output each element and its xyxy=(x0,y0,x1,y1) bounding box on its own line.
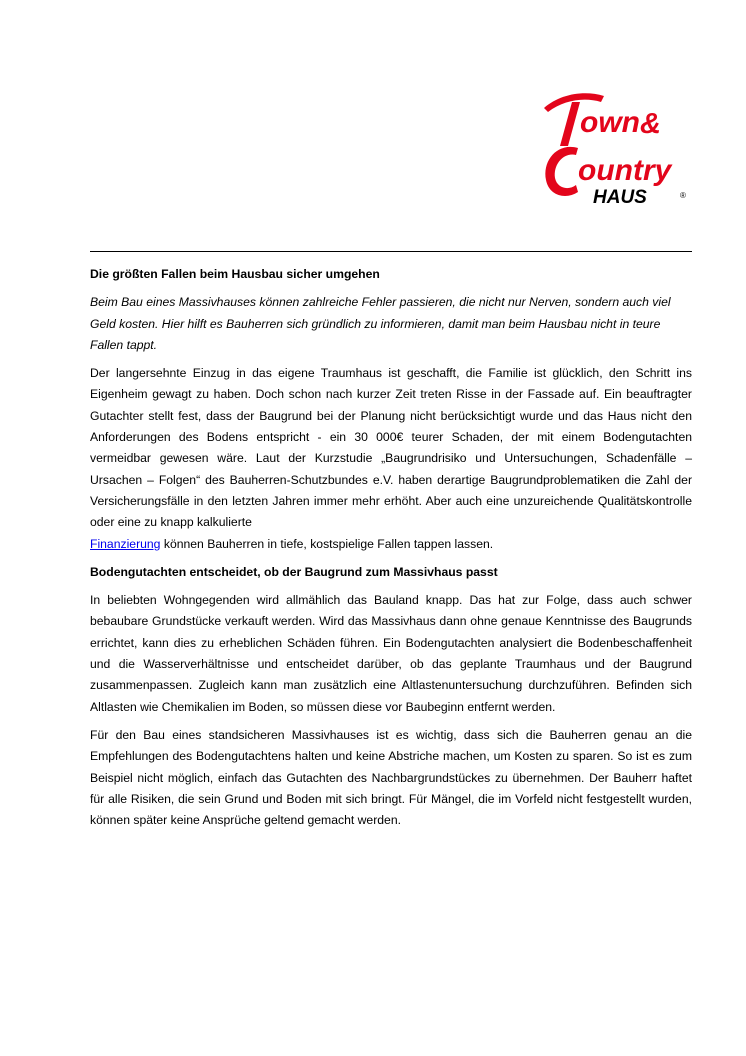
section-heading: Bodengutachten entscheidet, ob der Baugrund zum Massivhaus passt xyxy=(90,564,498,579)
logo-word-own: own xyxy=(580,106,640,139)
article-body xyxy=(90,264,692,838)
article-title: Die größten Fallen beim Hausbau sicher umgehen xyxy=(90,267,380,281)
logo-registered-mark: ® xyxy=(680,191,686,200)
logo-c-shape xyxy=(545,147,578,196)
article-lead: Beim Bau eines Massivhauses können zahlreiche Fehler passieren, die nicht nur Nerven, sondern auch viel Geld kosten. Hier hilft es Bauherren sich gründlich zu informieren, damit man beim Hausbau nicht in teure Fallen tappt. xyxy=(90,295,671,352)
logo-ampersand: & xyxy=(640,108,661,140)
paragraph-1-text: Der langersehnte Einzug in das eigene Traumhaus ist geschafft, die Familie ist glücklich, den Schritt ins Eigenheim gewagt zu haben. Doch schon nach kurzer Zeit treten Risse in der Fassade auf. Ein beauftragter Gutachter stellt fest, dass der Baugrund bei der Planung nicht berücksichtigt wurde und das Haus nicht den Anforderungen des Bodens entspricht - ein 30 000€ teurer Schaden, der mit einem Bodengutachten vermeidbar gewesen wäre. Laut der Kurzstudie „Baugrundrisiko und Untersuchungen, Schadenfälle – Ursachen – Folgen“ des Bauherren-Schutzbundes e.V. haben derartige Baugrundproblematiken die Zahl der Versicherungsfälle in den letzten Jahren immer mehr erhöht. Aber auch eine unzureichende Qualitätskontrolle oder eine zu knapp kalkulierte xyxy=(90,366,692,530)
paragraph-3: Für den Bau eines standsicheren Massivhauses ist es wichtig, dass sich die Bauherren genau an die Empfehlungen des Bodengutachtens halten und keine Abstriche machen, um Kosten zu sparen. So ist es zum Beispiel nicht möglich, einfach das Gutachten des Nachbargrundstückes zu übernehmen. Der Bauherr haftet für alle Risiken, die sein Grund und Boden mit sich bringt. Für Mängel, die im Vorfeld nicht festgestellt wurden, können später keine Ansprüche geltend gemacht werden. xyxy=(90,727,692,828)
paragraph-1-end: können Bauherren in tiefe, kostspielige Fallen tappen lassen. xyxy=(160,536,494,551)
town-and-country-haus-logo xyxy=(538,88,698,210)
header-divider xyxy=(90,251,692,252)
paragraph-1 xyxy=(90,363,692,555)
financing-link[interactable]: Finanzierung xyxy=(90,536,161,551)
logo-t-stem xyxy=(560,102,580,146)
paragraph-2: In beliebten Wohngegenden wird allmählich das Bauland knapp. Das hat zur Folge, dass auch schwer bebaubare Grundstücke verkauft werden. Wird das Massivhaus dann ohne genaue Kenntnisse des Baugrunds errichtet, kann dies zu erheblichen Schäden führen. Ein Bodengutachten analysiert die Bodenbeschaffenheit und die Wasserverhältnisse und entscheidet darüber, ob das geplante Traumhaus und der Baugrund zusammenpassen. Zugleich kann man zusätzlich eine Altlastenuntersuchung durchzuführen. Befinden sich Altlasten wie Chemikalien im Boden, so müssen diese vor Baubeginn entfernt werden. xyxy=(90,593,692,714)
logo-word-haus: HAUS xyxy=(593,187,647,208)
logo-word-ountry: ountry xyxy=(578,154,672,187)
